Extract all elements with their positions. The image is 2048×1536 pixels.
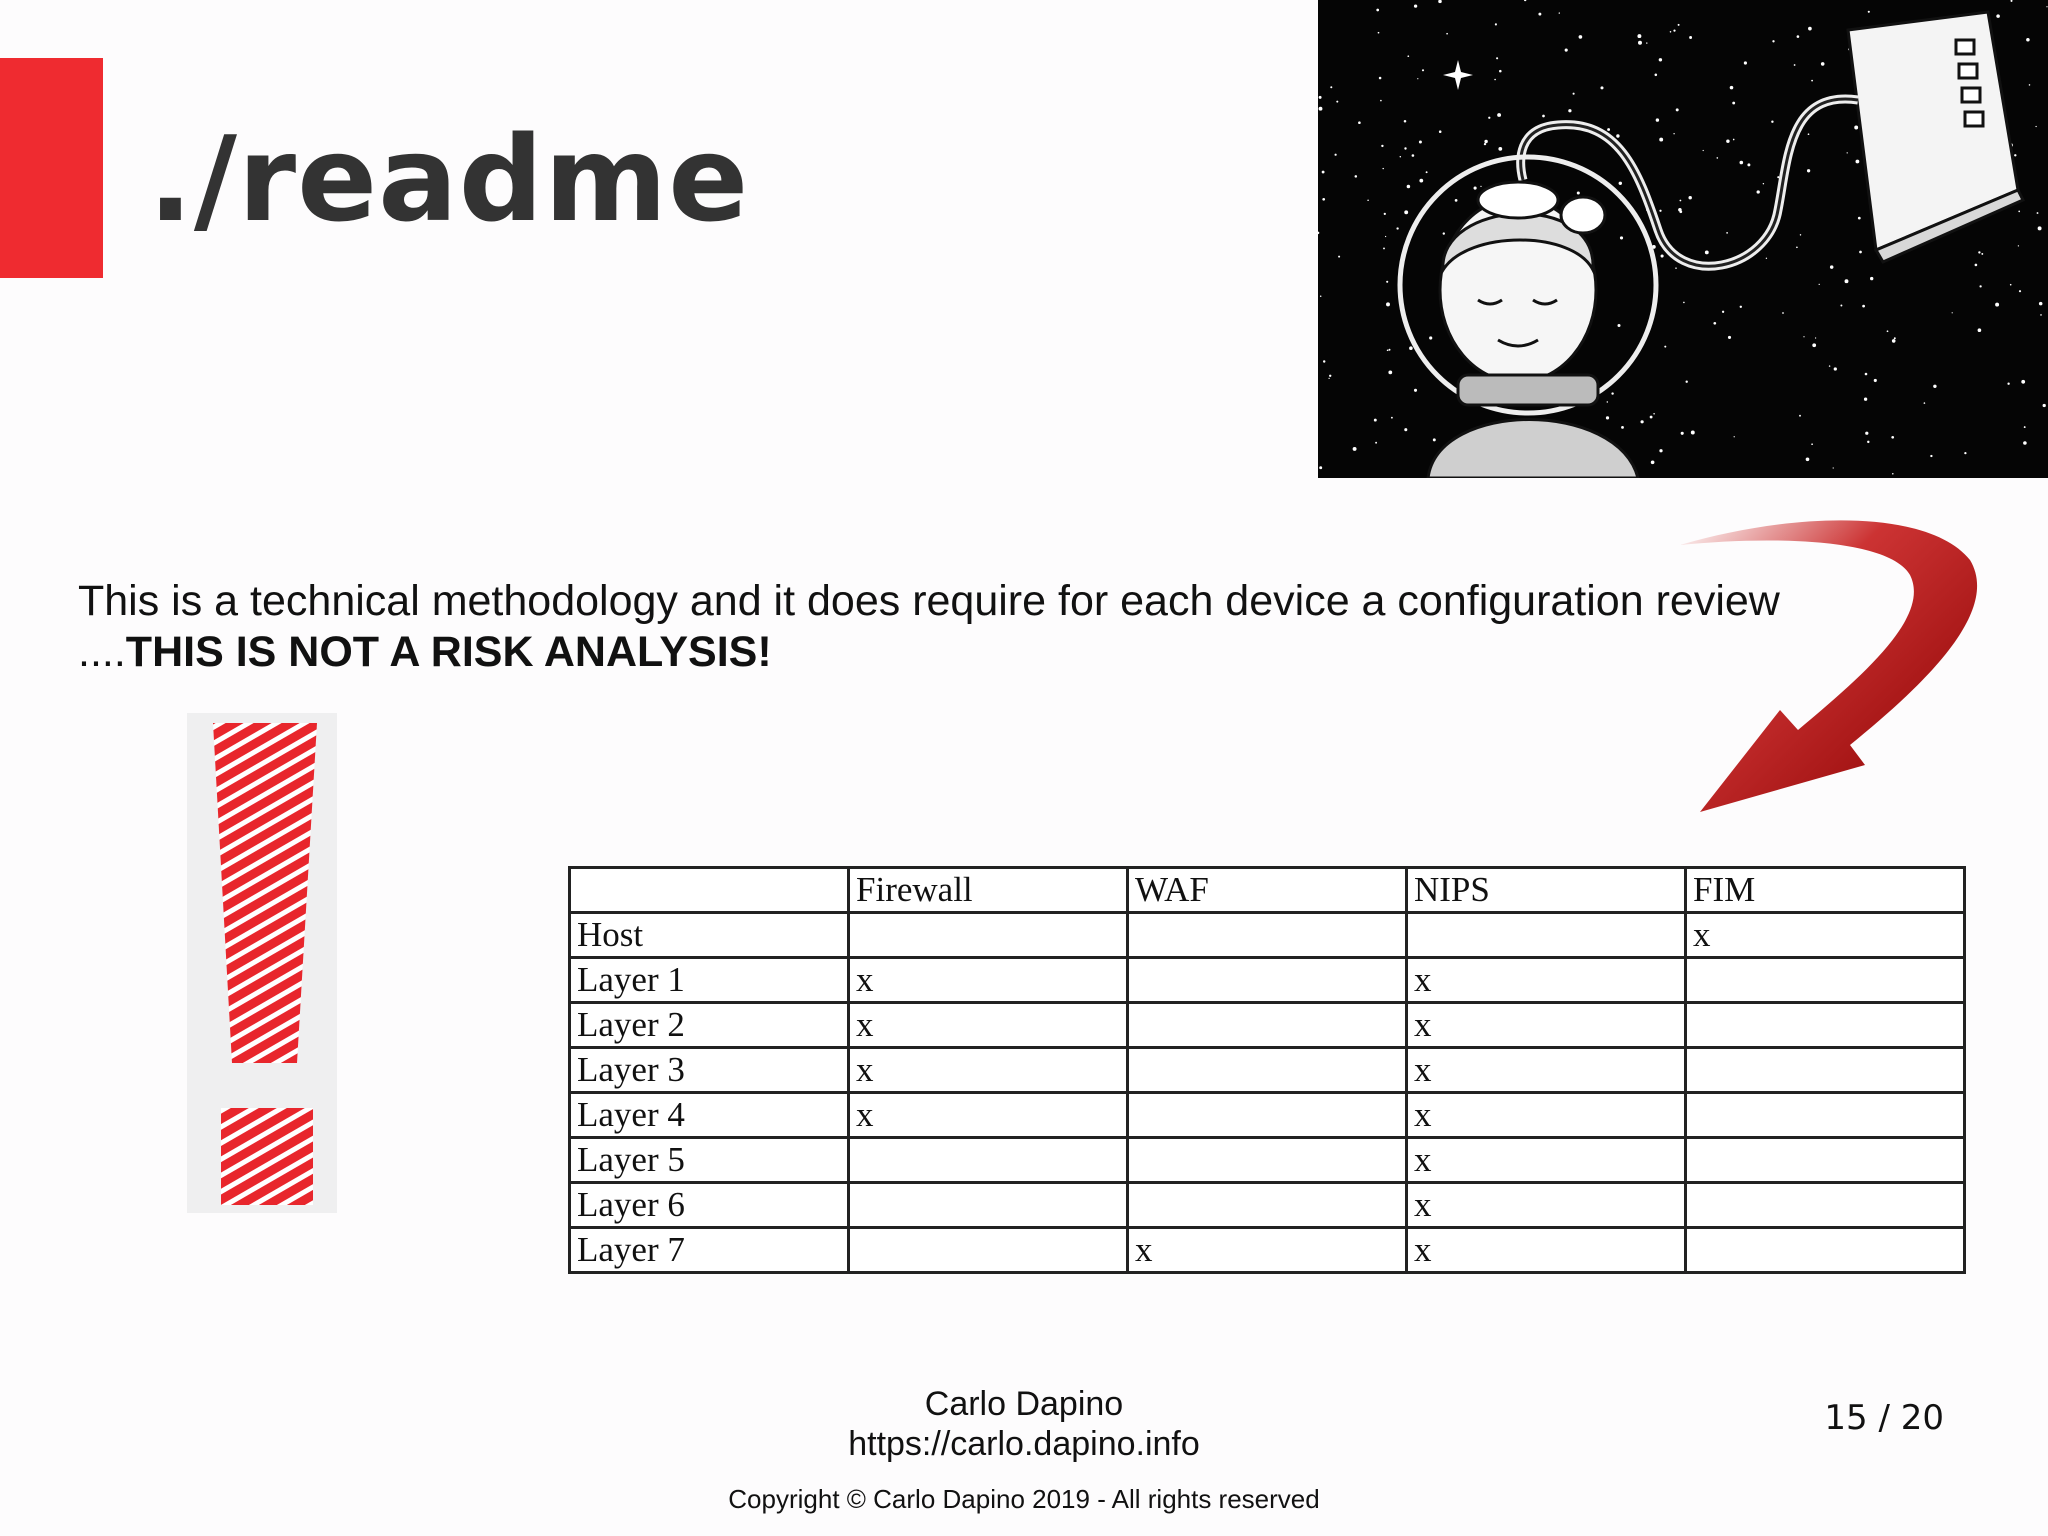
table-row — [570, 1183, 1965, 1228]
header-cell: FIM — [1686, 868, 1965, 913]
table-cell: x — [1407, 958, 1686, 1003]
table-cell — [1686, 1183, 1965, 1228]
table-cell — [849, 1228, 1128, 1273]
table-cell — [1128, 1003, 1407, 1048]
footer-url: https://carlo.dapino.info — [848, 1425, 1200, 1463]
table-row — [570, 1138, 1965, 1183]
table-cell: x — [1407, 1183, 1686, 1228]
table-cell — [1686, 958, 1965, 1003]
table-cell — [849, 1138, 1128, 1183]
table-cell — [1128, 958, 1407, 1003]
table-row — [570, 1228, 1965, 1273]
table-cell — [1128, 1138, 1407, 1183]
table-cell: x — [849, 958, 1128, 1003]
table-cell: Layer 6 — [570, 1183, 849, 1228]
table-cell: Layer 4 — [570, 1093, 849, 1138]
header-cell: WAF — [1128, 868, 1407, 913]
slide-body-text — [78, 576, 1798, 678]
table-cell: Host — [570, 913, 849, 958]
table-cell — [849, 1183, 1128, 1228]
astronaut-book-illustration — [1318, 0, 2048, 478]
body-emphasis: THIS IS NOT A RISK ANALYSIS! — [125, 628, 772, 676]
table-cell: x — [1407, 1228, 1686, 1273]
table-row — [570, 1048, 1965, 1093]
table-row — [570, 1093, 1965, 1138]
table-cell — [1686, 1093, 1965, 1138]
table-cell: Layer 3 — [570, 1048, 849, 1093]
table-row — [570, 1003, 1965, 1048]
table-cell: x — [1407, 1048, 1686, 1093]
slide-title: ./readme — [148, 110, 750, 248]
header-cell — [570, 868, 849, 913]
header-cell: Firewall — [849, 868, 1128, 913]
table-cell: Layer 5 — [570, 1138, 849, 1183]
table-cell — [1128, 1093, 1407, 1138]
table-cell: Layer 7 — [570, 1228, 849, 1273]
table-cell: x — [849, 1093, 1128, 1138]
table-cell — [1407, 913, 1686, 958]
table-cell — [1686, 1138, 1965, 1183]
table-row — [570, 958, 1965, 1003]
copyright-notice: Copyright © Carlo Dapino 2019 - All rights reserved — [728, 1484, 1320, 1514]
table-cell — [849, 913, 1128, 958]
table-cell — [1128, 1048, 1407, 1093]
table-cell: x — [849, 1003, 1128, 1048]
table-cell: Layer 2 — [570, 1003, 849, 1048]
table-cell: x — [1686, 913, 1965, 958]
security-controls-table — [568, 866, 1966, 1274]
table-cell — [1128, 1183, 1407, 1228]
page-number: 15 / 20 — [1824, 1398, 1944, 1438]
accent-bar — [0, 58, 103, 278]
table-cell: x — [1407, 1138, 1686, 1183]
table-cell: Layer 1 — [570, 958, 849, 1003]
header-cell: NIPS — [1407, 868, 1686, 913]
table-row — [570, 913, 1965, 958]
exclamation-icon — [187, 713, 337, 1213]
table-cell: x — [1128, 1228, 1407, 1273]
table-cell: x — [1407, 1093, 1686, 1138]
footer-author: Carlo Dapino — [924, 1385, 1124, 1423]
table-header-row — [570, 868, 1965, 913]
body-text: This is a technical methodology and it does require for each device a configuration review .... — [78, 577, 1780, 676]
table-cell: x — [849, 1048, 1128, 1093]
table-cell: x — [1407, 1003, 1686, 1048]
table-cell — [1686, 1228, 1965, 1273]
table-cell — [1128, 913, 1407, 958]
table-cell — [1686, 1003, 1965, 1048]
table-cell — [1686, 1048, 1965, 1093]
